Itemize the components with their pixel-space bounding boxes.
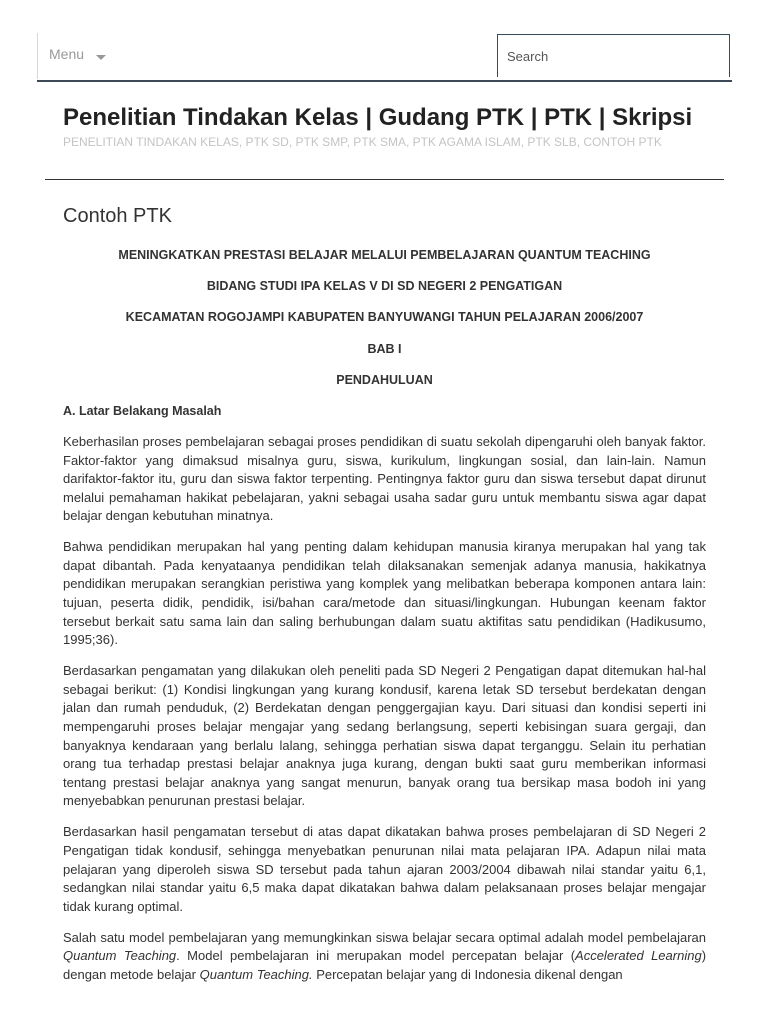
body-paragraph <box>63 929 706 985</box>
chapter-number: BAB I <box>367 341 402 356</box>
body-paragraph: Keberhasilan proses pembelajaran sebagai proses pendidikan di suatu sekolah dipengaruhi oleh banyak faktor. Faktor-faktor yang dimaksud misalnya guru, siswa, kurikulum, lingkungan sosial, dan lain-lain. Namun darifaktor-faktor itu, guru dan siswa faktor terpenting. Pentingnya faktor guru dan siswa tersebut dapat dirunut melalui pemahaman hakikat pebelajaran, yakni sebagai usaha sadar guru untuk membantu siswa agar dapat belajar dengan kebutuhan minatnya. <box>63 433 706 524</box>
site-description: PENELITIAN TINDAKAN KELAS, PTK SD, PTK SMP, PTK SMA, PTK AGAMA ISLAM, PTK SLB, CONTOH PTK <box>63 135 662 149</box>
emphasis-text: Quantum Teaching. <box>199 966 313 982</box>
body-paragraph: Berdasarkan pengamatan yang dilakukan oleh peneliti pada SD Negeri 2 Pengatigan dapat ditemukan hal-hal sebagai berikut: (1) Kondisi lingkungan yang kurang kondusif, karena letak SD tersebut berdekatan dengan jalan dan rumah penduduk, (2) Berdekatan dengan penggergajian kayu. Dari situasi dan kondisi seperti ini mempengaruhi proses belajar mengajar yang sedang berlangsung, seperti kebisingan suara gergaji, dan banyaknya kendaraan yang berlalu lalang, sehingga perhatian siswa dapat terganggu. Selain itu perhatian orang tua terhadap prestasi belajar anaknya juga kurang, dengan bukti saat guru memberikan informasi tentang prestasi belajar anaknya yang sangat menurun, banyak orang tua bersikap masa bodoh ini yang menyebabkan penurunan prestasi belajar. <box>63 663 706 809</box>
paragraph-text: ) dengan metode belajar <box>63 948 707 982</box>
site-title[interactable]: Penelitian Tindakan Kelas | Gudang PTK | PTK | Skripsi <box>63 104 693 131</box>
chapter-title: PENDAHULUAN <box>336 372 433 387</box>
header-divider <box>45 179 724 180</box>
body-paragraph: Bahwa pendidikan merupakan hal yang penting dalam kehidupan manusia kiranya merupakan hal yang tak dapat dibantah. Pada kenyataanya pendidikan telah dilaksanakan semenjak adanya manusia, hakikatnya pendidikan merupakan serangkian peristiwa yang komplek yang melibatkan beberapa komponen antara lain: tujuan, peserta didik, pendidik, isi/bahan cara/metode dan situasi/lingkungan. Hubungan keenam faktor tersebut berkait satu sama lain dan saling berhubungan dalam suatu aktifitas satu pendidikan (Hadikusumo, 1995;36). <box>63 539 706 648</box>
paragraph-text: Salah satu model pembelajaran yang memungkinkan siswa belajar secara optimal adalah model pembelajaran <box>63 929 706 945</box>
paragraph-text: Percepatan belajar yang di Indonesia dikenal dengan <box>312 966 623 982</box>
article-heading-line: MENINGKATKAN PRESTASI BELAJAR MELALUI PEMBELAJARAN QUANTUM TEACHING <box>118 248 651 262</box>
menu-toggle[interactable] <box>37 33 498 79</box>
section-heading: A. Latar Belakang Masalah <box>63 403 222 418</box>
search-input[interactable] <box>497 34 730 77</box>
menu-label: Menu <box>49 46 85 62</box>
top-navigation-bar <box>37 33 732 82</box>
article-heading-line: KECAMATAN ROGOJAMPI KABUPATEN BANYUWANGI TAHUN PELAJARAN 2006/2007 <box>125 310 644 325</box>
chevron-down-icon <box>96 55 106 60</box>
post-content <box>63 246 706 997</box>
paragraph-text: . Model pembelajaran ini merupakan model percepatan belajar ( <box>176 948 576 964</box>
body-paragraph: Berdasarkan hasil pengamatan tersebut di atas dapat dikatakan bahwa proses pembelajaran di SD Negeri 2 Pengatigan tidak kondusif, sehingga menyebatkan penurunan nilai mata pelajaran IPA. Adapun nilai mata pelajaran yang diperoleh siswa SD tersebut pada tahun ajaran 2003/2004 dibawah nilai standar yaitu 6,1, sedangkan nilai standar yaitu 6,5 maka dapat dikatakan bahwa dalam pelaksanaan proses belajar mengajar tidak kurang optimal. <box>63 824 706 914</box>
article-heading-line: BIDANG STUDI IPA KELAS V DI SD NEGERI 2 PENGATIGAN <box>206 279 563 294</box>
emphasis-text: Quantum Teaching <box>63 948 177 964</box>
post-title[interactable]: Contoh PTK <box>63 205 172 227</box>
emphasis-text: Accelerated Learning <box>575 948 702 964</box>
